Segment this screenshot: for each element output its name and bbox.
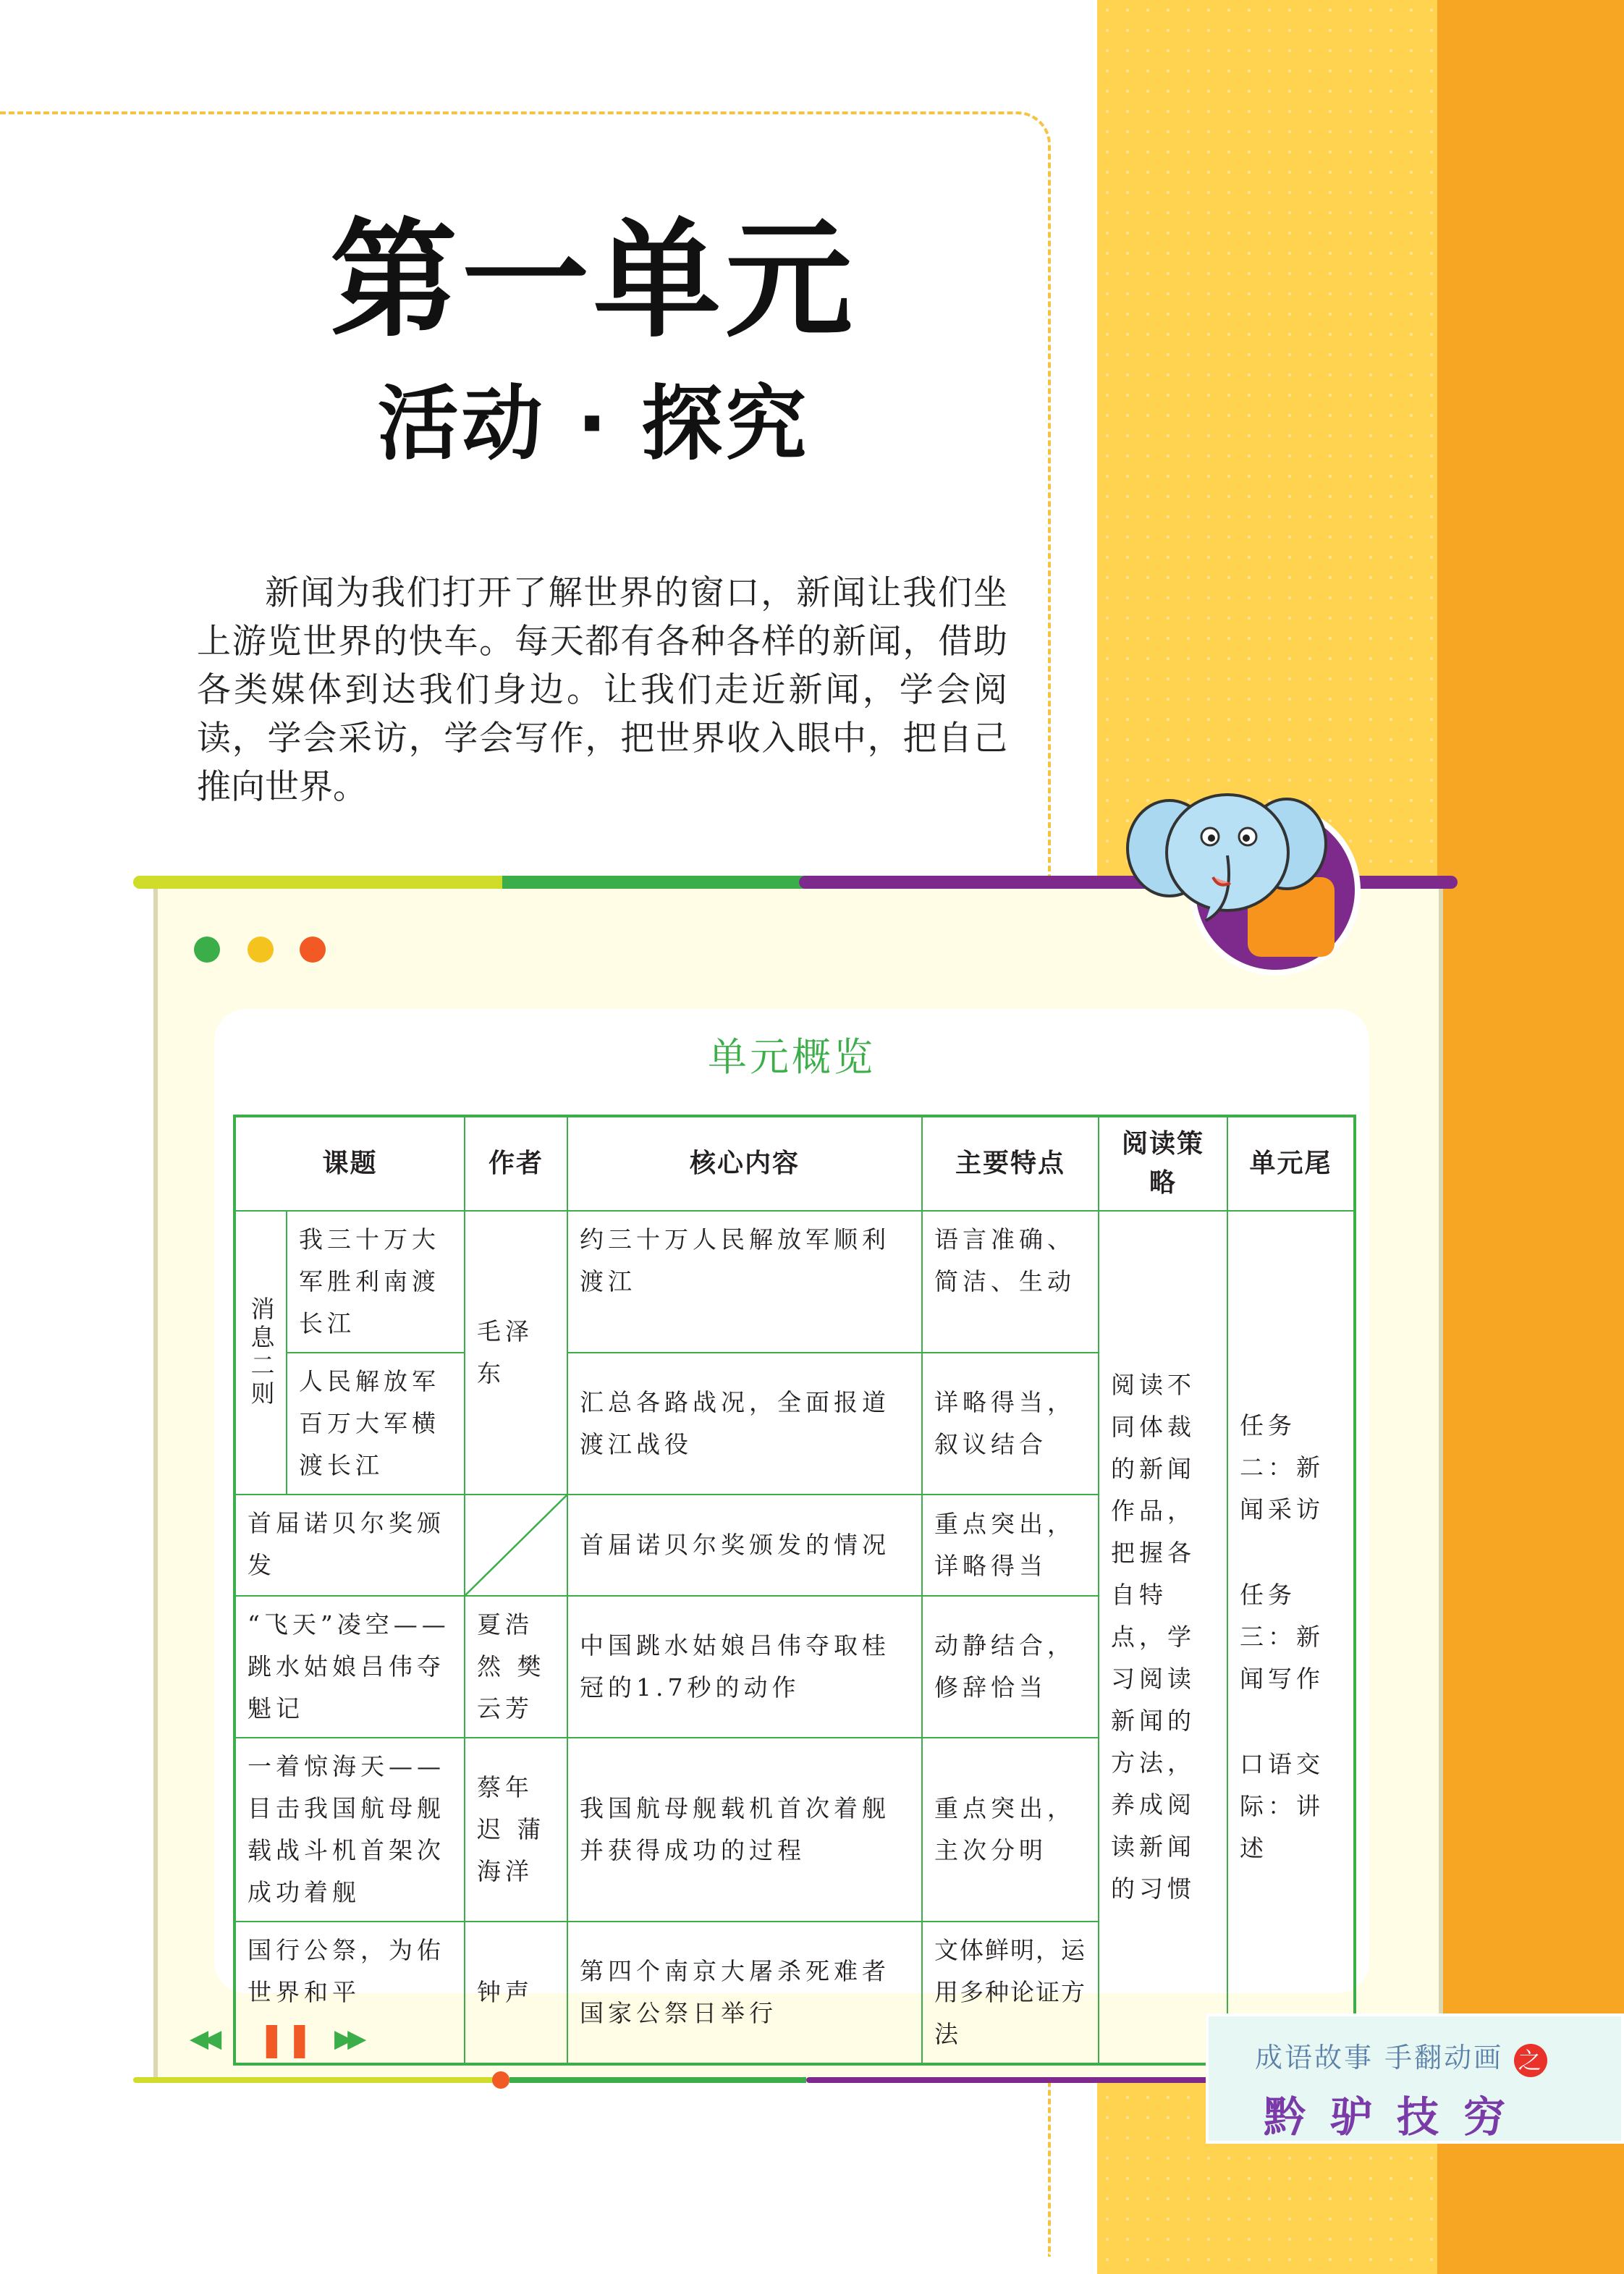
table-header-row xyxy=(234,1116,1355,1211)
row-author-empty xyxy=(465,1495,567,1596)
group-label: 消息二则 xyxy=(234,1211,287,1495)
row-feature: 详略得当，叙议结合 xyxy=(922,1353,1099,1495)
window-dot-orange xyxy=(300,937,326,963)
row-title: 首届诺贝尔奖颁发 xyxy=(234,1495,465,1596)
elephant-mascot-icon xyxy=(1126,769,1365,986)
promo-badge: 之 xyxy=(1514,2044,1547,2077)
row-title: 一着惊海天——目击我国航母舰载战斗机首架次成功着舰 xyxy=(234,1738,465,1922)
row-feature: 重点突出，详略得当 xyxy=(922,1495,1099,1596)
header-content: 核心内容 xyxy=(567,1116,922,1211)
pause-button[interactable]: ❚❚ xyxy=(258,2019,314,2058)
row-author: 蔡年迟 蒲海洋 xyxy=(465,1738,567,1922)
row-feature: 重点突出，主次分明 xyxy=(922,1738,1099,1922)
top-bar-yellowgreen xyxy=(133,876,509,889)
intro-text: 新闻为我们打开了解世界的窗口，新闻让我们坐上游览世界的快车。每天都有各种各样的新闻，借助各类媒体到达我们身边。让我们走近新闻，学会阅读，学会采访，学会写作，把世界收入眼中，把自己推向世界。 xyxy=(197,573,1007,807)
row-author: 夏浩然 樊云芳 xyxy=(465,1596,567,1738)
intro-paragraph xyxy=(197,569,1007,811)
table-row xyxy=(234,1211,1355,1353)
overview-table xyxy=(233,1115,1356,2066)
promo-title: 黔驴技穷 xyxy=(1264,2092,1531,2142)
reading-strategy: 阅读不同体裁的新闻作品，把握各自特点，学习阅读新闻的方法，养成阅读新闻的习惯 xyxy=(1099,1211,1227,2064)
unit-end-task2: 任务二：新闻采访 xyxy=(1240,1411,1325,1523)
progress-bar-green xyxy=(509,2077,806,2083)
row-author: 钟声 xyxy=(465,1922,567,2064)
row-content: 约三十万人民解放军顺利渡江 xyxy=(567,1211,922,1353)
row-title: 我三十万大军胜利南渡长江 xyxy=(287,1211,465,1353)
unit-end-oral: 口语交际：讲述 xyxy=(1240,1750,1325,1862)
row-title: 人民解放军百万大军横渡长江 xyxy=(287,1353,465,1495)
window-dot-yellow xyxy=(248,937,274,963)
progress-handle[interactable] xyxy=(492,2071,509,2089)
row-content: 汇总各路战况，全面报道渡江战役 xyxy=(567,1353,922,1495)
row-feature: 语言准确、简洁、生动 xyxy=(922,1211,1099,1353)
unit-title: 第一单元 xyxy=(329,206,857,355)
overview-title: 单元概览 xyxy=(708,1034,876,1080)
promo-caption xyxy=(1255,2035,1547,2077)
rewind-button[interactable]: ◀◀ xyxy=(190,2024,216,2053)
row-author: 毛泽东 xyxy=(465,1211,567,1495)
row-content: 首届诺贝尔奖颁发的情况 xyxy=(567,1495,922,1596)
promo-card[interactable] xyxy=(1206,2013,1624,2144)
row-content: 第四个南京大屠杀死难者国家公祭日举行 xyxy=(567,1922,922,2064)
header-author: 作者 xyxy=(465,1116,567,1211)
forward-button[interactable]: ▶▶ xyxy=(334,2024,361,2053)
row-content: 我国航母舰载机首次着舰并获得成功的过程 xyxy=(567,1738,922,1922)
header-title: 课题 xyxy=(234,1116,465,1211)
progress-bar-yellowgreen xyxy=(133,2077,495,2083)
unit-end xyxy=(1227,1211,1355,2064)
row-title: “飞天”凌空——跳水姑娘吕伟夺魁记 xyxy=(234,1596,465,1738)
promo-caption-text: 成语故事 手翻动画 xyxy=(1255,2042,1504,2074)
header-unit-end: 单元尾 xyxy=(1227,1116,1355,1211)
row-title: 国行公祭，为佑世界和平 xyxy=(234,1922,465,2064)
window-dot-green xyxy=(194,937,220,963)
row-feature: 动静结合，修辞恰当 xyxy=(922,1596,1099,1738)
header-feature: 主要特点 xyxy=(922,1116,1099,1211)
unit-end-task3: 任务三：新闻写作 xyxy=(1240,1581,1325,1693)
header-strategy: 阅读策略 xyxy=(1099,1116,1227,1211)
row-content: 中国跳水姑娘吕伟夺取桂冠的1.7秒的动作 xyxy=(567,1596,922,1738)
unit-subtitle: 活动 · 探究 xyxy=(377,377,810,471)
progress-bar-purple xyxy=(806,2077,1211,2083)
top-bar-green xyxy=(502,876,806,889)
row-feature: 文体鲜明，运用多种论证方法 xyxy=(922,1922,1099,2064)
